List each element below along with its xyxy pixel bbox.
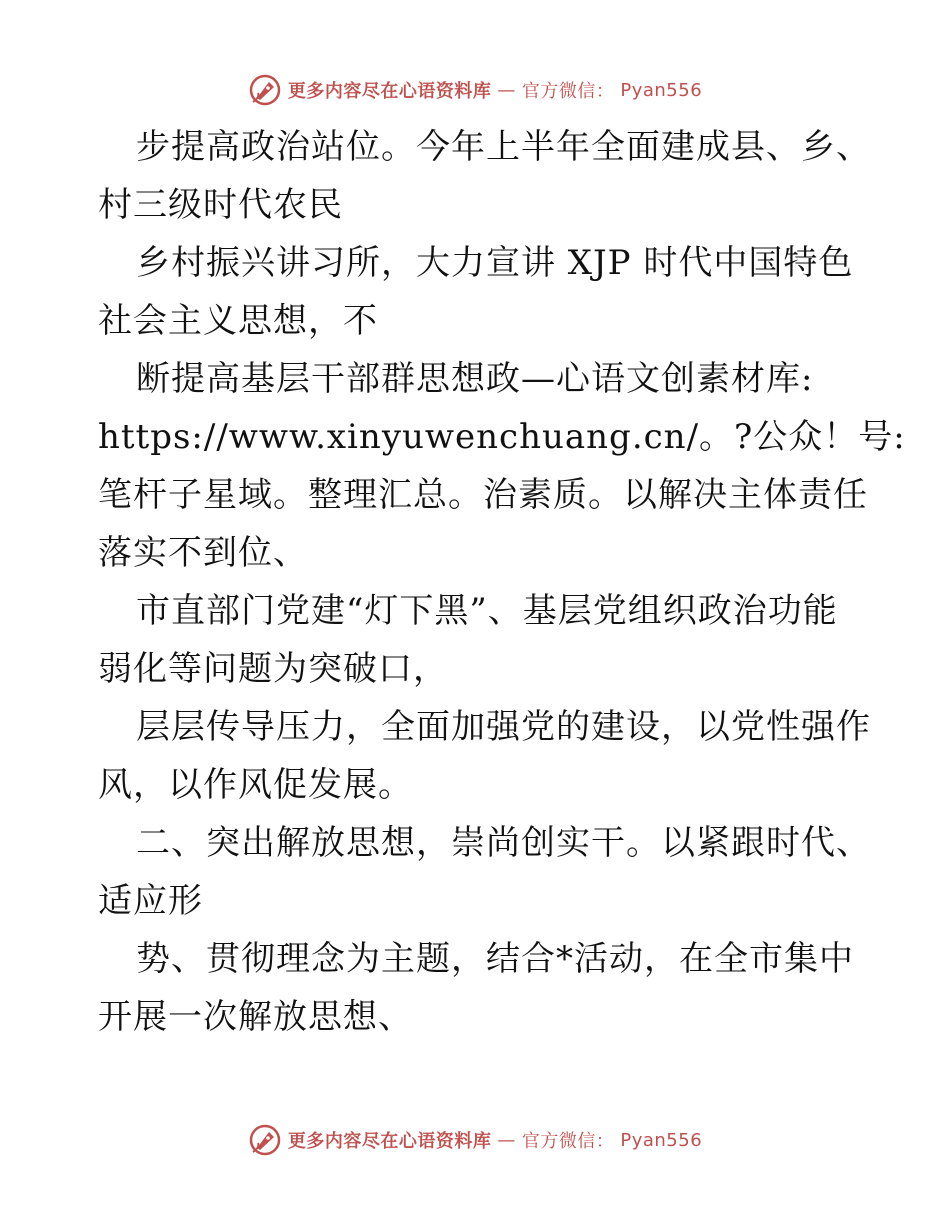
pen-nib-logo-icon [248,73,282,107]
body-line: https://www.xinyuwenchuang.cn/。?公众！号: [98,417,906,457]
body-line: 步提高政治站位。今年上半年全面建成县、乡、 [136,127,871,167]
footer-site-text: 更多内容尽在心语资料库 [287,1131,492,1152]
pen-nib-logo-icon [248,1123,282,1157]
footer-account: Pyan556 [620,1129,703,1151]
header-wechat-label: 官方微信： [521,81,615,102]
body-line: 风，以作风促发展。 [98,765,413,805]
document-body [98,118,906,1046]
footer-wechat-label: 官方微信： [521,1131,615,1152]
body-line: 层层传导压力，全面加强党的建设，以党性强作 [136,707,871,747]
header-watermark [0,70,950,110]
body-line: 开展一次解放思想、 [98,997,413,1037]
footer-watermark [0,1120,950,1160]
header-dash: — [497,79,516,101]
header-account: Pyan556 [620,79,703,101]
body-line: 乡村振兴讲习所，大力宣讲 XJP 时代中国特色 [136,243,854,283]
body-line: 落实不到位、 [98,533,308,573]
body-line: 村三级时代农民 [98,185,343,225]
body-line: 势、贯彻理念为主题，结合*活动，在全市集中 [136,939,854,979]
body-line: 笔杆子星域。整理汇总。治素质。以解决主体责任 [98,475,868,515]
body-line: 市直部门党建“灯下黑”、基层党组织政治功能 [136,591,838,631]
header-site-text: 更多内容尽在心语资料库 [287,81,492,102]
footer-dash: — [497,1129,516,1151]
body-line: 二、突出解放思想，崇尚创实干。以紧跟时代、 [136,823,871,863]
body-line: 弱化等问题为突破口， [98,649,448,689]
body-line: 适应形 [98,881,203,921]
body-line: 社会主义思想，不 [98,301,378,341]
body-line: 断提高基层干部群思想政—心语文创素材库: [136,359,814,399]
